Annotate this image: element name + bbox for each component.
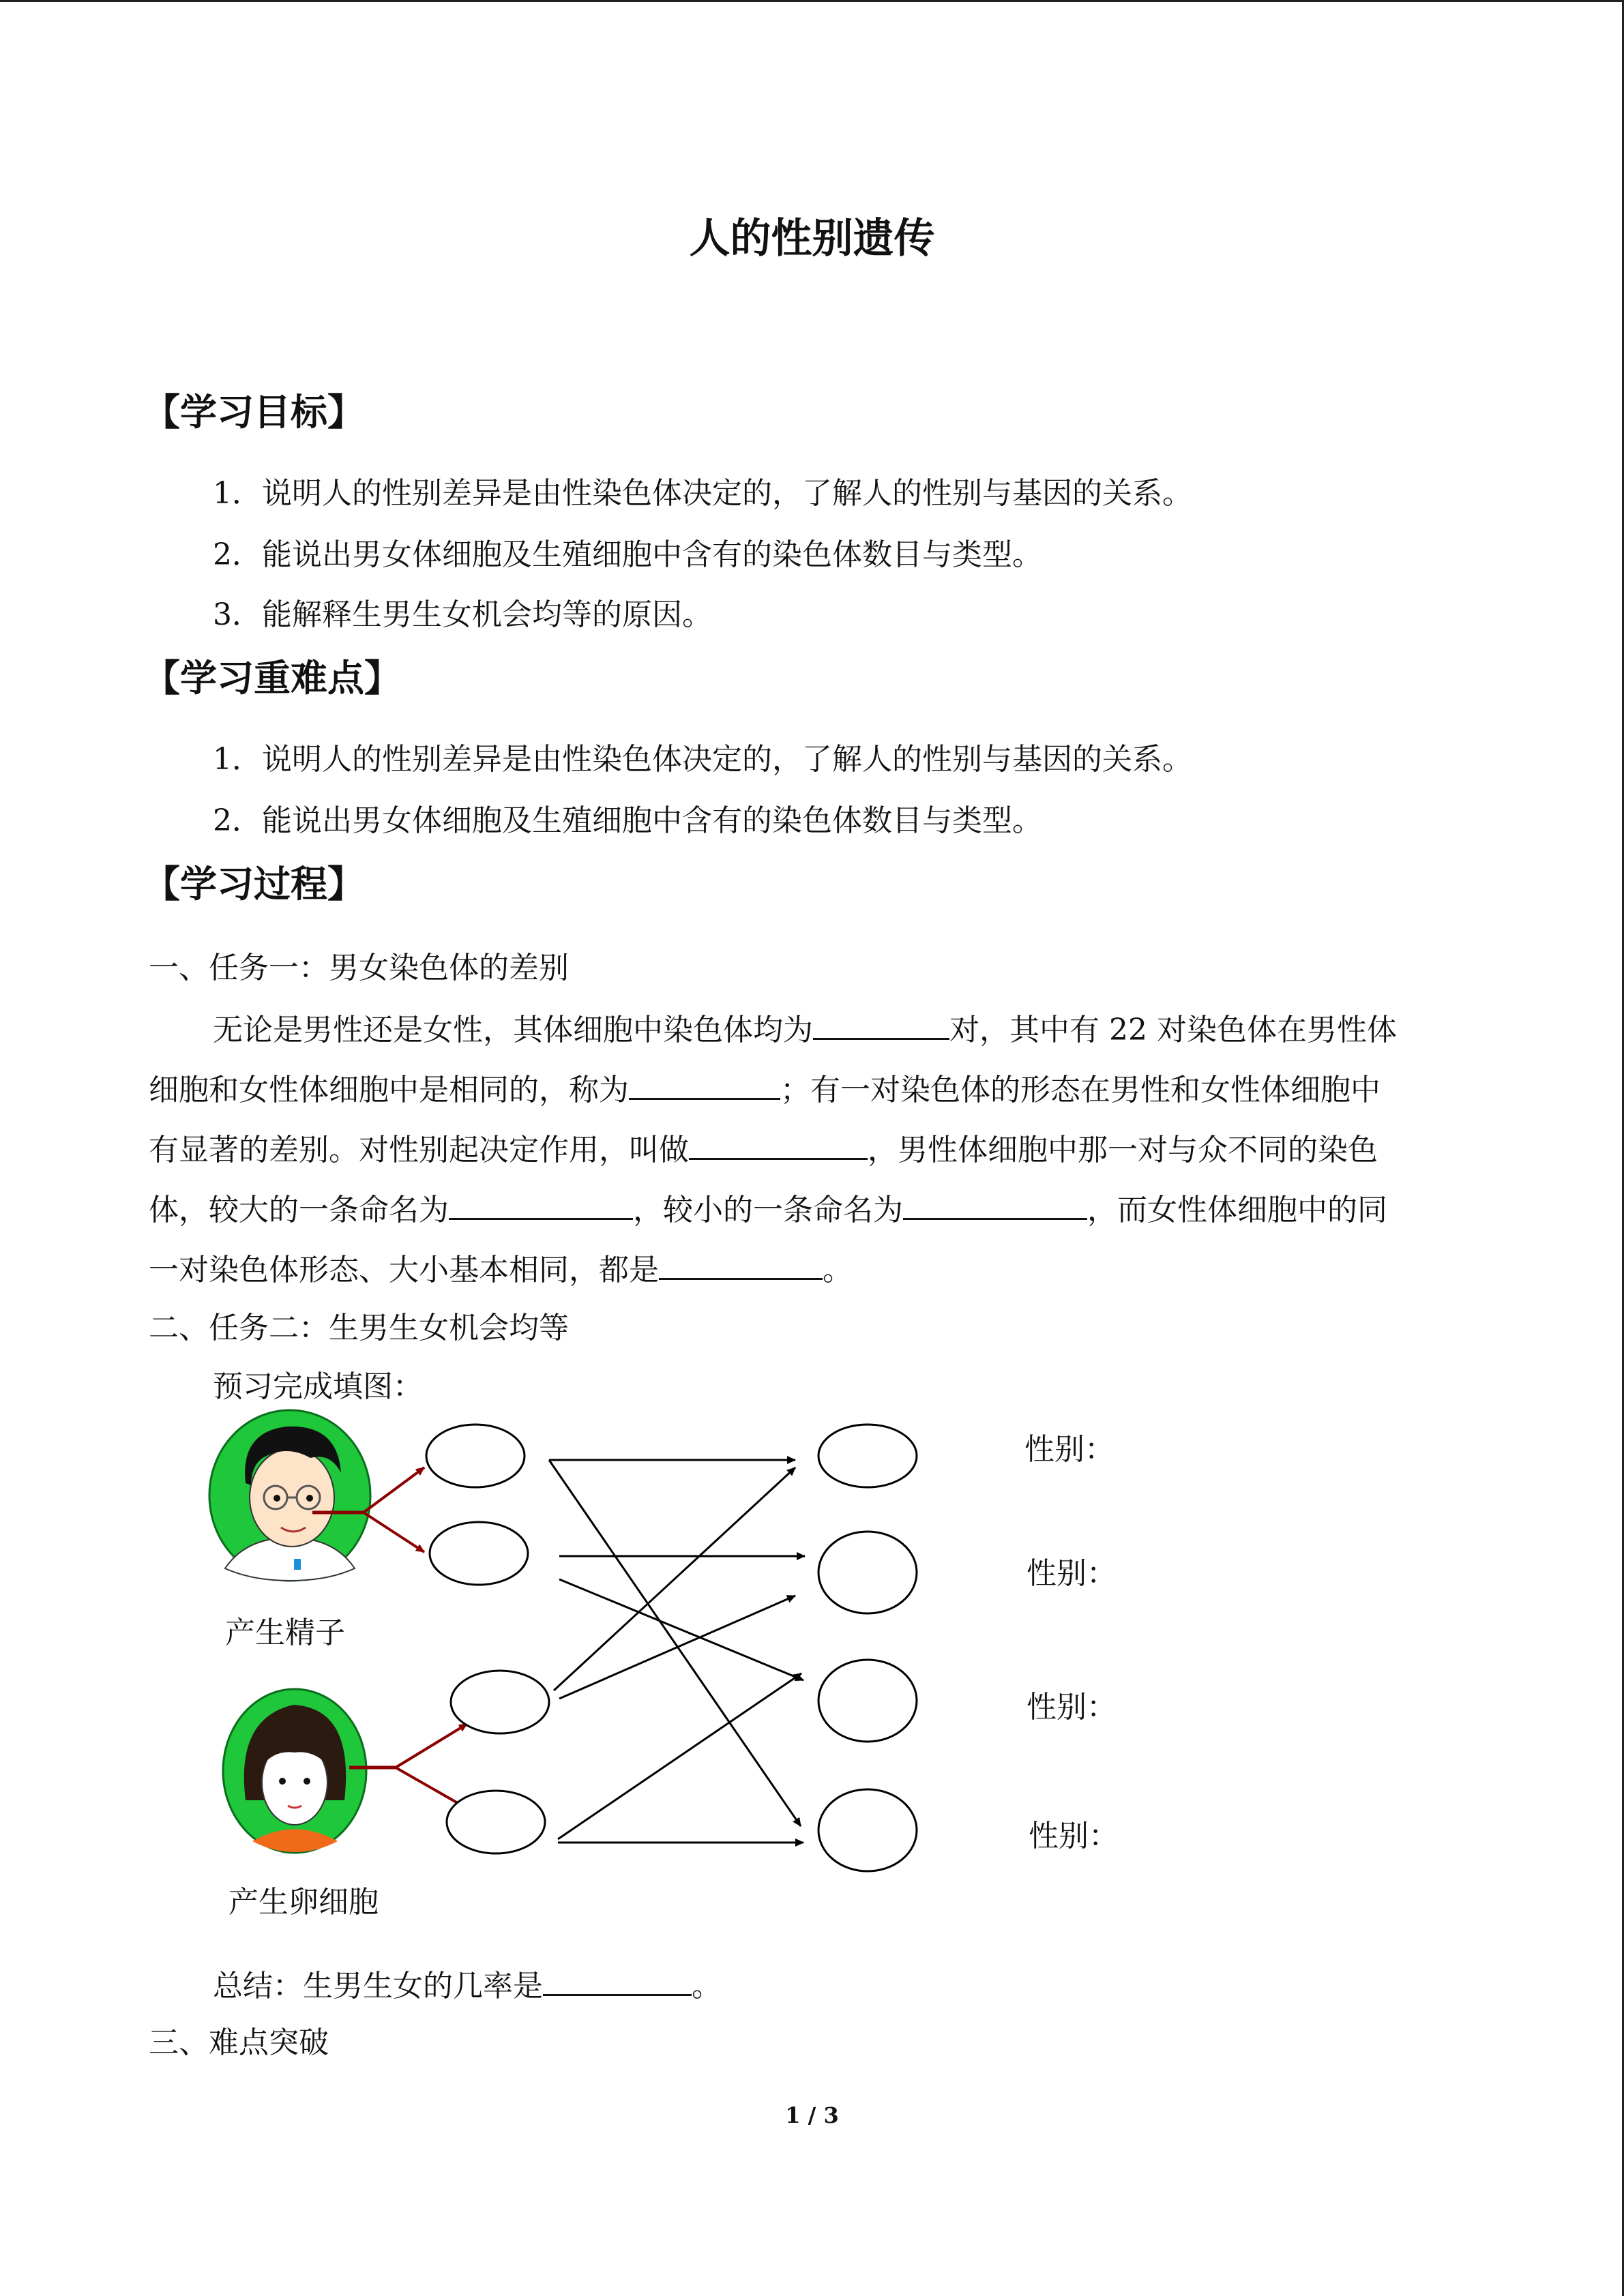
task2-summary-text-a: 总结：生男生女的几率是 (213, 1969, 543, 2003)
task1-line-3-text-b: ，男性体细胞中那一对与众不同的染色 (868, 1133, 1378, 1167)
objective-item-3: 3．能解释生男生女机会均等的原因。 (213, 597, 712, 632)
task1-line-1-text-a: 无论是男性还是女性，其体细胞中染色体均为 (213, 1013, 813, 1047)
key-point-item-2: 2．能说出男女体细胞及生殖细胞中含有的染色体数目与类型。 (213, 803, 1042, 838)
sex-label-3: 性别： (1027, 1690, 1117, 1725)
task1-line-5-text-a: 一对染色体形态、大小基本相同，都是 (149, 1253, 659, 1287)
task2-prompt: 预习完成填图： (213, 1369, 423, 1404)
task2-summary-text-b: 。 (692, 1969, 722, 2003)
male-caption: 产生精子 (225, 1615, 345, 1650)
female-red-arrows (349, 1724, 467, 1808)
egg-oval-1 (451, 1671, 549, 1733)
task1-line-3-text-a: 有显著的差别。对性别起决定作用，叫做 (149, 1133, 689, 1167)
task2-summary (213, 1964, 722, 2007)
sex-label-2: 性别： (1027, 1556, 1117, 1591)
sex-label-4: 性别： (1029, 1819, 1119, 1853)
task1-line-5-text-b: 。 (823, 1253, 853, 1287)
offspring-oval-3 (818, 1660, 917, 1742)
task1-heading: 一、任务一：男女染色体的差别 (149, 951, 569, 985)
cross-arrows (549, 1460, 805, 1843)
key-point-item-1: 1．说明人的性别差异是由性染色体决定的，了解人的性别与基因的关系。 (213, 742, 1192, 777)
sperm-oval-1 (426, 1425, 525, 1487)
sex-label-1: 性别： (1024, 1432, 1114, 1467)
task3-heading: 三、难点突破 (149, 2025, 329, 2060)
egg-oval-2 (447, 1791, 545, 1853)
objective-item-2: 2．能说出男女体细胞及生殖细胞中含有的染色体数目与类型。 (213, 537, 1042, 572)
female-caption: 产生卵细胞 (228, 1885, 379, 1920)
section-process: 【学习过程】 (143, 863, 364, 906)
section-key-points: 【学习重难点】 (143, 657, 401, 700)
task2-heading: 二、任务二：生男生女机会均等 (149, 1311, 569, 1345)
task1-line-4-text-c: ，而女性体细胞中的同 (1087, 1193, 1387, 1227)
male-portrait (209, 1410, 370, 1581)
task1-line-4-text-a: 体，较大的一条命名为 (149, 1193, 449, 1227)
task1-line-2-text-a: 细胞和女性体细胞中是相同的，称为 (149, 1073, 629, 1107)
page-title: 人的性别遗传 (689, 215, 935, 263)
task1-line-2-text-b: ；有一对染色体的形态在男性和女性体细胞中 (780, 1073, 1381, 1107)
page-number: 1 / 3 (785, 2102, 839, 2128)
task1-line-1-text-b: 对，其中有 22 对染色体在男性体 (949, 1013, 1397, 1047)
section-objectives: 【学习目标】 (143, 391, 364, 434)
task1-line-4-text-b: ，较小的一条命名为 (633, 1193, 903, 1227)
female-portrait (223, 1689, 366, 1853)
offspring-oval-1 (818, 1425, 917, 1487)
sperm-oval-2 (430, 1522, 528, 1585)
offspring-oval-4 (818, 1789, 917, 1871)
offspring-oval-2 (818, 1532, 917, 1613)
blank-probability[interactable] (543, 1964, 692, 1996)
objective-item-1: 1．说明人的性别差异是由性染色体决定的，了解人的性别与基因的关系。 (213, 476, 1192, 511)
